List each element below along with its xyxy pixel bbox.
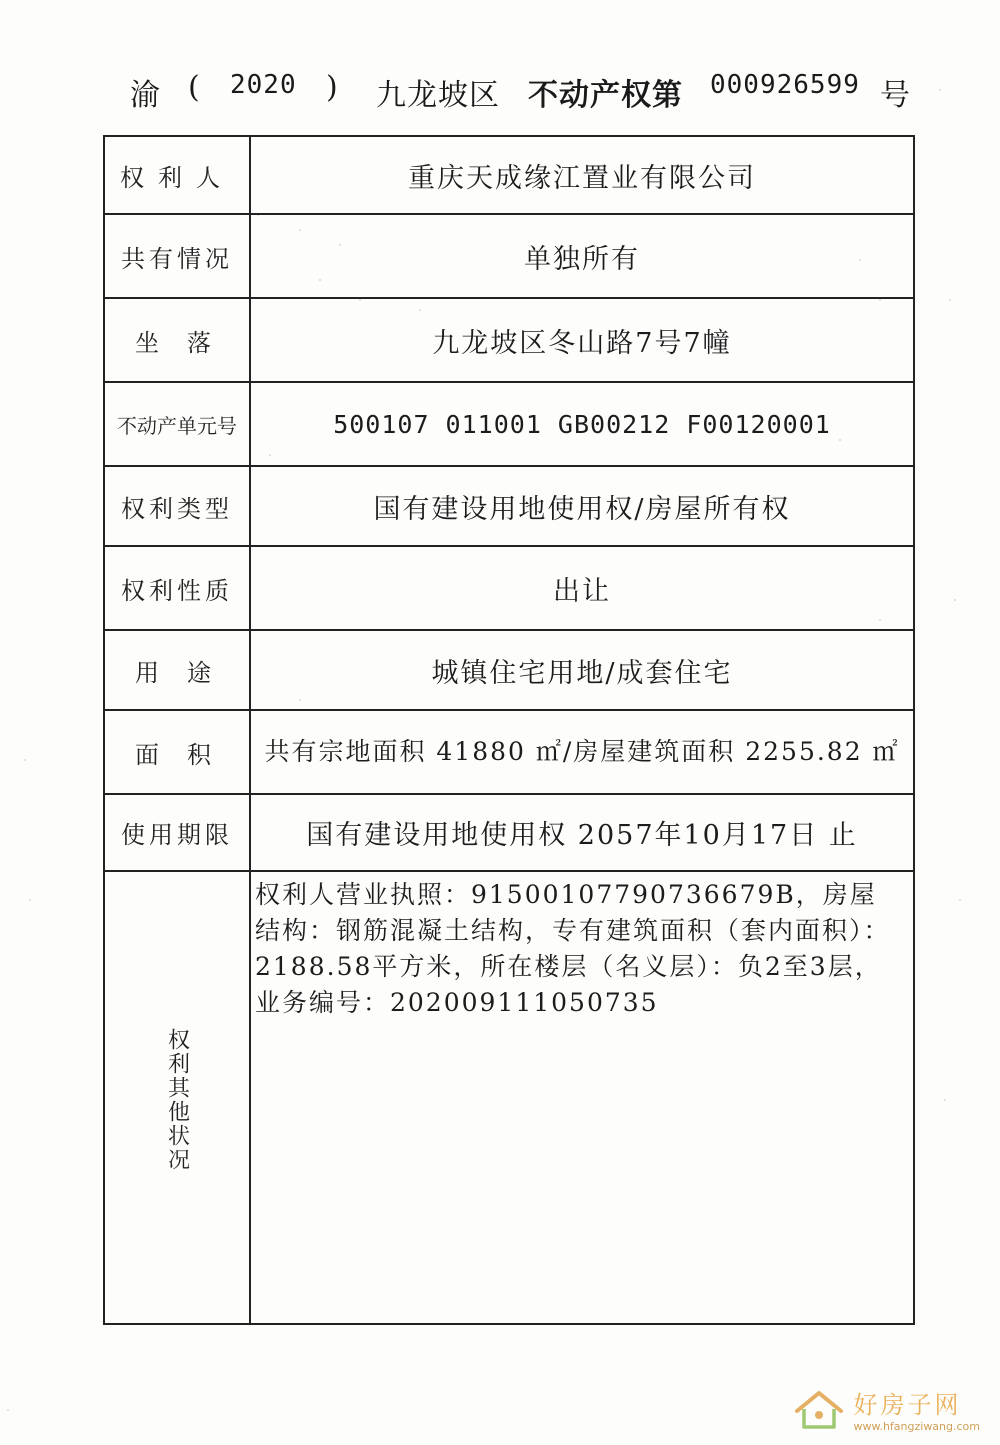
label-right-holder: 权利人 — [120, 163, 234, 192]
label-usage: 用途 — [135, 658, 239, 687]
house-logo-icon — [793, 1387, 845, 1433]
watermark — [793, 1385, 980, 1433]
row-co-ownership — [105, 215, 913, 299]
certificate-header — [130, 70, 920, 120]
header-year: 2020 — [230, 70, 297, 100]
value-location: 九龙坡区冬山路7号7幢 — [432, 327, 732, 359]
value-term: 国有建设用地使用权 2057年10月17日 止 — [306, 820, 858, 851]
value-other-status: 权利人营业执照：91500107790736679B，房屋结构：钢筋混凝土结构，专有建筑面积（套内面积）：2188.58平方米，所在楼层（名义层）：负2至3层，业务编号：202009111050735 — [255, 880, 891, 1017]
label-other-status — [105, 872, 249, 1327]
label-right-type: 权利类型 — [121, 494, 233, 523]
row-unit-number — [105, 383, 913, 467]
value-area: 共有宗地面积 41880 ㎡/房屋建筑面积 2255.82 ㎡ — [264, 737, 900, 766]
value-right-type: 国有建设用地使用权/房屋所有权 — [373, 493, 791, 525]
value-unit-number: 500107 011001 GB00212 F00120001 — [333, 409, 831, 439]
label-term: 使用期限 — [121, 821, 233, 849]
label-unit-number: 不动产单元号 — [117, 413, 237, 438]
value-right-holder: 重庆天成缘江置业有限公司 — [408, 162, 756, 194]
header-suffix: 号 — [880, 78, 911, 113]
label-co-ownership: 共有情况 — [121, 244, 233, 273]
row-usage — [105, 631, 913, 711]
certificate-table — [103, 135, 915, 1325]
watermark-title: 好房子网 — [853, 1391, 962, 1419]
label-other-status-text: 权利其他状况 — [164, 1027, 190, 1172]
row-right-holder — [105, 137, 913, 215]
row-right-nature — [105, 547, 913, 631]
label-right-nature: 权利性质 — [121, 576, 233, 605]
value-co-ownership: 单独所有 — [524, 243, 640, 275]
header-cert-number: 000926599 — [710, 70, 860, 100]
watermark-url: www.hfangziwang.com — [853, 1420, 980, 1433]
row-right-type — [105, 467, 913, 547]
header-district: 九龙坡区 — [376, 78, 500, 113]
header-right-paren: ) — [326, 70, 339, 105]
watermark-text — [853, 1385, 980, 1433]
value-usage: 城镇住宅用地/成套住宅 — [431, 657, 733, 689]
row-area — [105, 711, 913, 795]
label-location: 坐落 — [135, 328, 239, 357]
row-location — [105, 299, 913, 383]
header-left-paren: ( — [188, 70, 201, 105]
header-province: 渝 — [130, 78, 161, 113]
value-right-nature: 出让 — [553, 575, 611, 607]
header-cert-type: 不动产权第 — [528, 78, 683, 113]
row-term — [105, 795, 913, 872]
label-area: 面积 — [135, 740, 239, 769]
